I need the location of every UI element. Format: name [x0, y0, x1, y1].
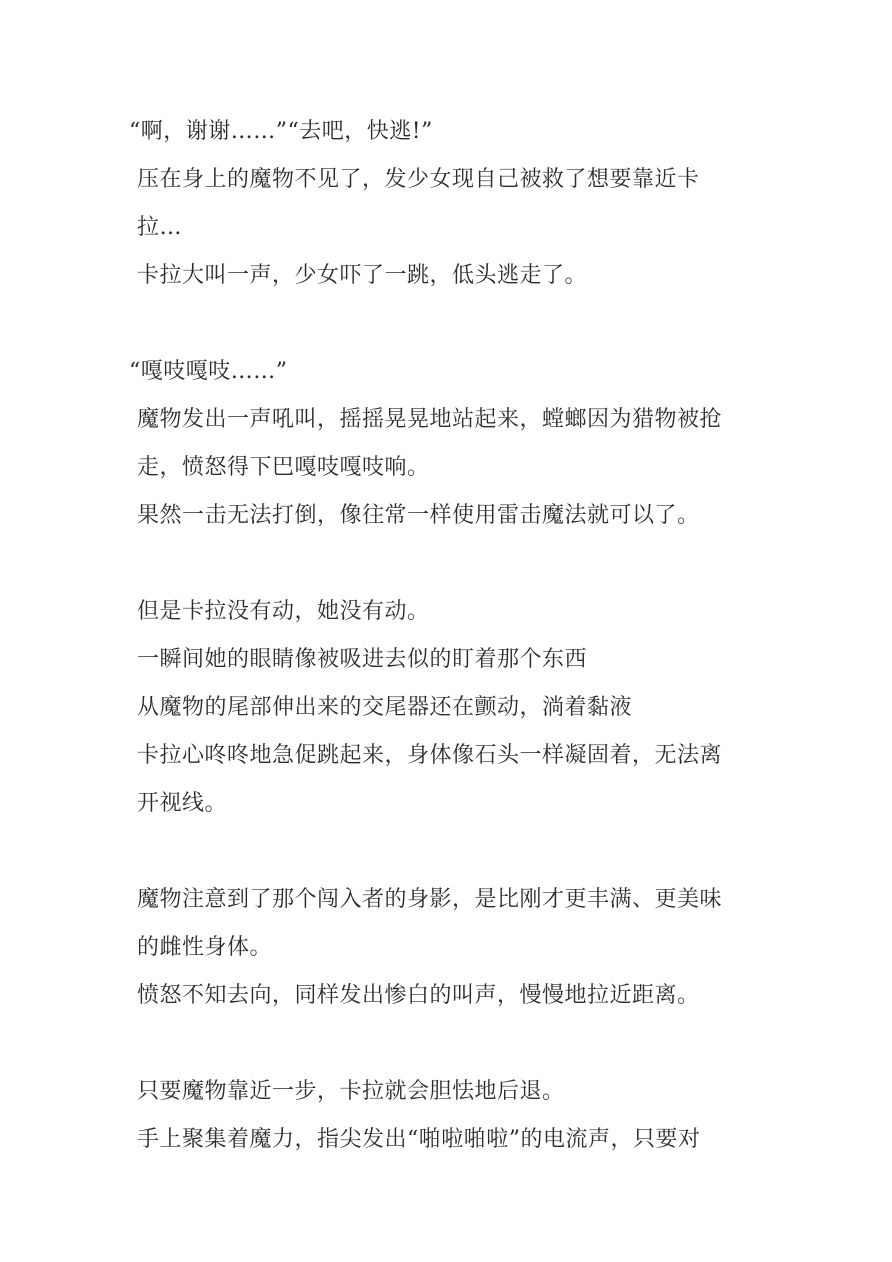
text-line: 卡拉大叫一声，少女吓了一跳，低头逃走了。 [137, 263, 588, 288]
text-line: 魔物注意到了那个闯入者的身影，是比刚才更丰满、更美味 [137, 887, 723, 912]
text-line: 魔物发出一声吼叫，摇摇晃晃地站起来，螳螂因为猎物被抢 [137, 407, 723, 432]
blank-line [137, 1020, 777, 1068]
blank-line [137, 540, 777, 588]
text-line: 压在身上的魔物不见了，发少女现自己被救了想要靠近卡 [137, 167, 700, 192]
text-line: 只要魔物靠近一步，卡拉就会胆怯地后退。 [137, 1079, 565, 1104]
blank-line [137, 300, 777, 348]
text-line: 卡拉心咚咚地急促跳起来，身体像石头一样凝固着，无法离 [137, 743, 723, 768]
text-line: 从魔物的尾部伸出来的交尾器还在颤动，淌着黏液 [137, 695, 633, 720]
text-line: “嘎吱嘎吱……” [129, 359, 288, 384]
text-line: 手上聚集着魔力，指尖发出“啪啦啪啦”的电流声，只要对 [137, 1127, 701, 1152]
text-line: 愤怒不知去向，同样发出惨白的叫声，慢慢地拉近距离。 [137, 983, 700, 1008]
text-line: 果然一击无法打倒，像往常一样使用雷击魔法就可以了。 [137, 503, 700, 528]
blank-line [137, 828, 777, 876]
text-line: 走，愤怒得下巴嘎吱嘎吱响。 [137, 455, 430, 480]
text-line: 拉… [137, 215, 183, 240]
text-line: 一瞬间她的眼睛像被吸进去似的盯着那个东西 [137, 647, 588, 672]
text-line: “啊，谢谢……”“去吧，快逃!” [129, 119, 433, 144]
text-line: 开视线。 [137, 791, 228, 816]
text-line: 但是卡拉没有动，她没有动。 [137, 599, 430, 624]
text-line: 的雌性身体。 [137, 935, 273, 960]
story-text [129, 108, 777, 1164]
